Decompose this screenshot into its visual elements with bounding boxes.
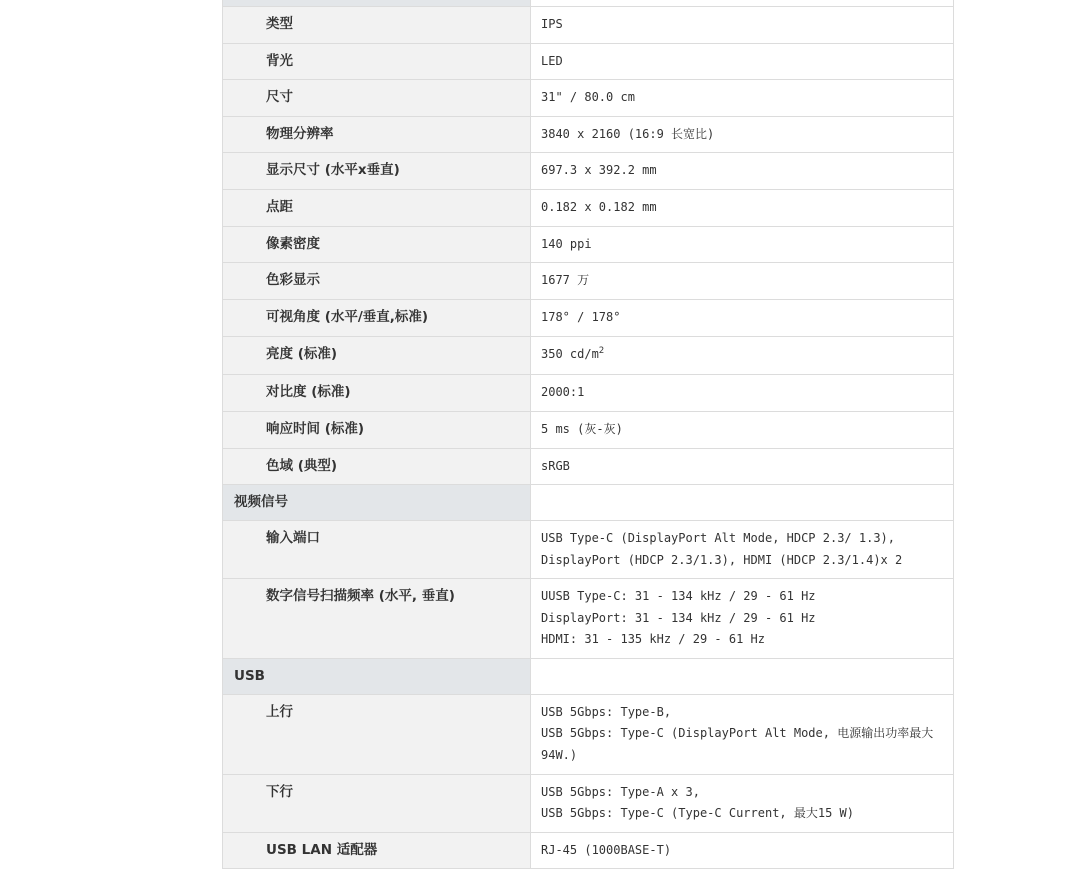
spec-key-cell <box>223 226 531 263</box>
section-header-row <box>223 658 954 694</box>
spec-value-line <box>541 87 943 109</box>
spec-value-line <box>541 586 943 608</box>
spec-key: 尺寸 <box>223 80 530 115</box>
spec-key: 背光 <box>223 44 530 79</box>
spec-value-text: 0.182 x 0.182 mm <box>541 200 657 214</box>
spec-value-text: 3840 x 2160 (16:9 长宽比) <box>541 127 714 141</box>
spec-value-cell <box>531 774 954 832</box>
spec-value-text: 5 ms (灰-灰) <box>541 422 623 436</box>
spec-value-text: 140 ppi <box>541 237 592 251</box>
spec-key-cell <box>223 190 531 227</box>
spec-row <box>223 694 954 774</box>
spec-value <box>531 372 953 414</box>
spec-value-text: 31" / 80.0 cm <box>541 90 635 104</box>
spec-key-cell <box>223 448 531 485</box>
spec-value <box>531 830 953 871</box>
spec-value-line <box>541 307 943 329</box>
spec-value-line <box>541 14 943 36</box>
spec-value <box>531 187 953 229</box>
spec-value-cell <box>531 300 954 337</box>
spec-value-text: 1677 万 <box>541 273 589 287</box>
spec-key-cell <box>223 300 531 337</box>
spec-key: USB LAN 适配器 <box>223 833 530 868</box>
spec-key: 数字信号扫描频率 (水平, 垂直) <box>223 579 530 614</box>
spec-value <box>531 409 953 451</box>
spec-key-cell <box>223 774 531 832</box>
spec-value-line <box>541 723 943 766</box>
spec-value-line <box>541 702 943 724</box>
spec-key-cell <box>223 579 531 659</box>
section-label-cell <box>223 658 531 694</box>
spec-value-text: USB 5Gbps: Type-C (Type-C Current, 最大15 W) <box>541 806 854 820</box>
spec-row <box>223 190 954 227</box>
spec-row <box>223 412 954 449</box>
spec-key-cell <box>223 375 531 412</box>
spec-value-cell <box>531 521 954 579</box>
spec-row <box>223 774 954 832</box>
spec-value-text: LED <box>541 54 563 68</box>
spec-row <box>223 263 954 300</box>
spec-value-line <box>541 550 943 572</box>
spec-key-cell <box>223 116 531 153</box>
spec-key-cell <box>223 7 531 44</box>
spec-value-cell <box>531 116 954 153</box>
spec-value-cell <box>531 485 954 521</box>
spec-value <box>531 772 953 835</box>
spec-value-text: USB 5Gbps: Type-B, <box>541 705 671 719</box>
spec-value-text: DisplayPort (HDCP 2.3/1.3), HDMI (HDCP 2.3/1.4)x 2 <box>541 553 902 567</box>
spec-row <box>223 448 954 485</box>
spec-value-line <box>541 782 943 804</box>
spec-key: 显示尺寸 (水平x垂直) <box>223 153 530 188</box>
spec-value <box>531 150 953 192</box>
spec-value <box>531 4 953 46</box>
spec-value-line <box>541 528 943 550</box>
spec-value-cell <box>531 190 954 227</box>
spec-key: 类型 <box>223 7 530 42</box>
spec-key: 亮度 (标准) <box>223 337 530 372</box>
spec-value-text: IPS <box>541 17 563 31</box>
spec-value-text: DisplayPort: 31 - 134 kHz / 29 - 61 Hz <box>541 611 816 625</box>
section-header-row <box>223 485 954 521</box>
spec-value-line <box>541 456 943 478</box>
spec-value <box>531 692 953 777</box>
spec-value <box>531 446 953 488</box>
spec-value-cell <box>531 153 954 190</box>
spec-value-line <box>541 840 943 862</box>
spec-value-text: RJ-45 (1000BASE-T) <box>541 843 671 857</box>
spec-value-line <box>541 51 943 73</box>
spec-key: 对比度 (标准) <box>223 375 530 410</box>
spec-key-cell <box>223 43 531 80</box>
spec-value-cell <box>531 832 954 869</box>
spec-value-text: USB 5Gbps: Type-A x 3, <box>541 785 700 799</box>
spec-value <box>531 297 953 339</box>
spec-key: 上行 <box>223 695 530 730</box>
spec-value-cell <box>531 375 954 412</box>
spec-value <box>531 77 953 119</box>
spec-key-cell <box>223 694 531 774</box>
spec-row <box>223 7 954 44</box>
spec-key: 物理分辨率 <box>223 117 530 152</box>
spec-value <box>531 224 953 266</box>
spec-value-text: sRGB <box>541 459 570 473</box>
spec-value-line <box>541 124 943 146</box>
section-label-cell <box>223 485 531 521</box>
spec-value-cell <box>531 43 954 80</box>
spec-value-line <box>541 419 943 441</box>
spec-value <box>531 260 953 302</box>
spec-value-cell <box>531 694 954 774</box>
spec-value-line <box>541 197 943 219</box>
section-label: 视频信号 <box>223 485 530 520</box>
spec-key: 色彩显示 <box>223 263 530 298</box>
spec-key-cell <box>223 337 531 375</box>
spec-value-line <box>541 382 943 404</box>
spec-value <box>531 41 953 83</box>
spec-key: 响应时间 (标准) <box>223 412 530 447</box>
spec-value <box>531 576 953 661</box>
spec-key-cell <box>223 521 531 579</box>
spec-key: 输入端口 <box>223 521 530 556</box>
spec-value-cell <box>531 448 954 485</box>
spec-row <box>223 43 954 80</box>
spec-value <box>531 656 953 676</box>
spec-key-cell <box>223 80 531 117</box>
spec-value-cell <box>531 412 954 449</box>
spec-value-line <box>541 160 943 182</box>
spec-value-cell <box>531 579 954 659</box>
spec-value-cell <box>531 7 954 44</box>
spec-value-text: 697.3 x 392.2 mm <box>541 163 657 177</box>
spec-row <box>223 226 954 263</box>
spec-value-cell <box>531 658 954 694</box>
spec-key: 色域 (典型) <box>223 449 530 484</box>
spec-row <box>223 579 954 659</box>
section-label: USB <box>223 659 530 694</box>
spec-table-body <box>223 0 954 869</box>
superscript: 2 <box>599 346 604 356</box>
spec-value-cell <box>531 226 954 263</box>
spec-key: 可视角度 (水平/垂直,标准) <box>223 300 530 335</box>
spec-key-cell <box>223 263 531 300</box>
spec-value-text: UUSB Type-C: 31 - 134 kHz / 29 - 61 Hz <box>541 589 816 603</box>
spec-value-line <box>541 803 943 825</box>
spec-value-text: 178° / 178° <box>541 310 620 324</box>
spec-value-text: USB Type-C (DisplayPort Alt Mode, HDCP 2.3/ 1.3), <box>541 531 895 545</box>
spec-key: 点距 <box>223 190 530 225</box>
spec-value-text: 2000:1 <box>541 385 584 399</box>
spec-row <box>223 521 954 579</box>
spec-value-text: USB 5Gbps: Type-C (DisplayPort Alt Mode, 电源输出功率最大94W.) <box>541 726 933 762</box>
spec-value-line <box>541 270 943 292</box>
spec-value-text: 350 cd/m <box>541 347 599 361</box>
spec-key-cell <box>223 412 531 449</box>
spec-value-cell <box>531 337 954 375</box>
spec-row <box>223 153 954 190</box>
spec-row <box>223 116 954 153</box>
spec-value-text: HDMI: 31 - 135 kHz / 29 - 61 Hz <box>541 632 765 646</box>
spec-row <box>223 337 954 375</box>
spec-key: 像素密度 <box>223 227 530 262</box>
spec-key-cell <box>223 153 531 190</box>
spec-value <box>531 482 953 502</box>
spec-value-line <box>541 234 943 256</box>
spec-value-line <box>541 608 943 630</box>
spec-row <box>223 300 954 337</box>
spec-row <box>223 375 954 412</box>
spec-key: 下行 <box>223 775 530 810</box>
spec-row <box>223 832 954 869</box>
spec-table <box>222 0 954 869</box>
spec-value <box>531 334 953 376</box>
spec-value-line <box>541 629 943 651</box>
spec-row <box>223 80 954 117</box>
spec-value-cell <box>531 80 954 117</box>
spec-value-cell <box>531 263 954 300</box>
spec-value-line <box>541 344 943 366</box>
spec-value <box>531 518 953 581</box>
spec-key-cell <box>223 832 531 869</box>
spec-value <box>531 114 953 156</box>
